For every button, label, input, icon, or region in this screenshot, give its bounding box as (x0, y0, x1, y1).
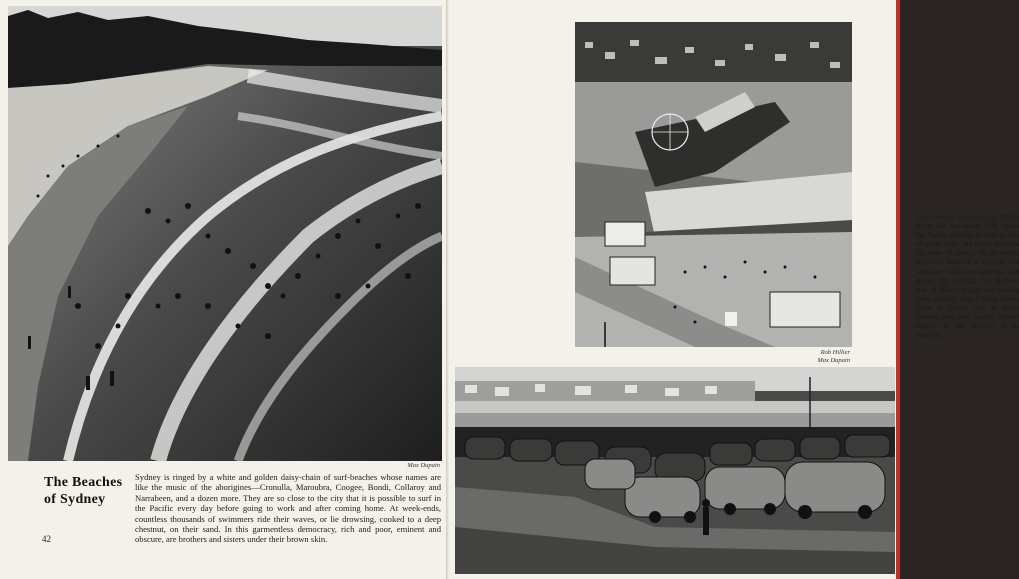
caption-lead: The famous pinetrees of (916, 213, 998, 221)
manly-surf-beach-photo (8, 6, 442, 461)
caption-text: Manly fringe the surf-beach (left) where the Pacific smashes its million tons of green water and flying foam on the heads of surfers. On the beach, lifesavers maintain a splendid and voluntary vigil over undertow and sharks. By contrast, the Harbour side of Manly (right) has nothing more galvanic than a Ferris wheel. Lines of parked cars at Bondi (below) show how eagerly Sydney swarms to the beaches at its doorstep. (916, 213, 1019, 340)
title-line-1: The Beaches (44, 475, 123, 490)
bondi-parked-cars-photo (455, 367, 895, 574)
right-page (450, 0, 1019, 579)
photo-credit-left: Max Dupain (407, 462, 440, 469)
page-edge (896, 0, 900, 579)
title-line-2: of Sydney (44, 492, 106, 507)
page-title (44, 474, 122, 508)
left-page (0, 0, 450, 579)
credit-line-1: Rob Hillier (820, 349, 850, 356)
page-number: 42 (42, 534, 51, 544)
body-text: Sydney is ringed by a white and golden daisy-chain of surf-beaches whose names are like the music of the aborigines—Cronulla, Maroubra, Coogee, Bondi, Collaroy and Narrabeen, and a dozen more. They are so close to the city that it is possible to surf in the Pacific every day before going to work and after coming home. At week-ends, countless thousands of swimmers ride their waves, or lie drowsing, cooked to a deep chestnut, on their sand. In this garmentless democracy, rich and poor, eminent and obscure, are brothers and sisters under their brown skin. (135, 472, 441, 545)
manly-harbour-photo (575, 22, 852, 347)
credit-line-2: Max Dupain (817, 357, 850, 364)
photo-credit-right (770, 349, 850, 365)
photo-caption (916, 213, 1019, 340)
